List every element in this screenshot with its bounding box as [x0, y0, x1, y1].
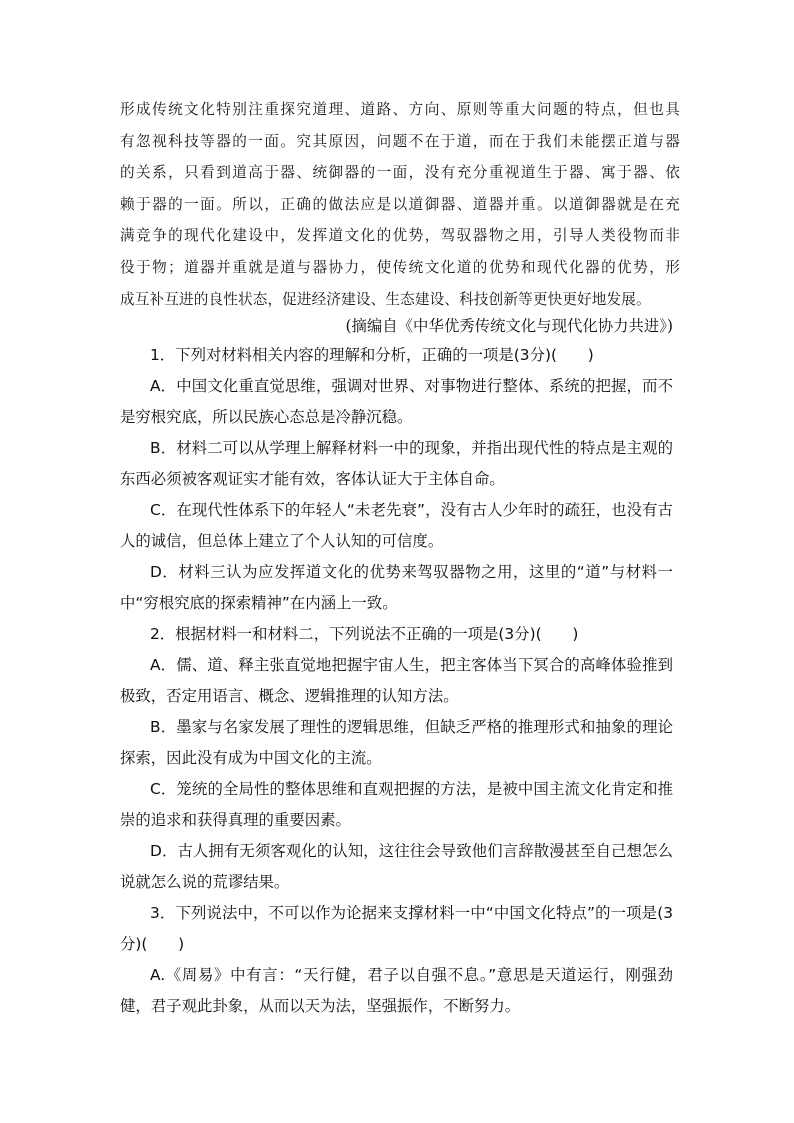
question-1-option-b: B．材料二可以从学理上解释材料一中的现象，并指出现代性的特点是主观的东西必须被客观证实才能有效，客体认证大于主体自命。	[120, 439, 673, 488]
question-2-option-d: D．古人拥有无须客观化的认知，这往往会导致他们言辞散漫甚至自己想怎么说就怎么说的荒谬结果。	[120, 842, 673, 891]
question-3-option-a: A.《周易》中有言：“天行健，君子以自强不息。”意思是天道运行，刚强劲健，君子观此卦象，从而以天为法，坚强振作，不断努力。	[120, 966, 673, 1015]
material-line: 役于物；道器并重就是道与器协力，使传统文化道的优势和现代化器的优势，形	[120, 258, 680, 276]
question-list	[120, 340, 673, 1022]
material-line: 的关系，只看到道高于器、统御器的一面，没有充分重视道生于器、寓于器、依	[120, 164, 680, 182]
material-line: 赖于器的一面。所以，正确的做法应是以道御器、道器并重。以道御器就是在充	[120, 195, 680, 213]
source-citation: (摘编自《中华优秀传统文化与现代化协力共进》)	[345, 317, 673, 335]
question-2-option-b: B．墨家与名家发展了理性的逻辑思维，但缺乏严格的推理形式和抽象的理论探索，因此没有成为中国文化的主流。	[120, 718, 673, 767]
material-line: 满竞争的现代化建设中，发挥道文化的优势，驾驭器物之用，引导人类役物而非	[120, 227, 680, 245]
material-passage	[120, 94, 680, 315]
question-2-option-a: A．儒、道、释主张直觉地把握宇宙人生，把主客体当下冥合的高峰体验推到极致，否定用语言、概念、逻辑推理的认知方法。	[120, 656, 673, 705]
material-line: 有忽视科技等器的一面。究其原因，问题不在于道，而在于我们未能摆正道与器	[120, 132, 680, 150]
question-2-stem: 2．根据材料一和材料二，下列说法不正确的一项是(3分)( )	[150, 625, 579, 643]
question-2-option-c: C．笼统的全局性的整体思维和直观把握的方法，是被中国主流文化肯定和推崇的追求和获得真理的重要因素。	[120, 780, 673, 829]
material-line: 形成传统文化特别注重探究道理、道路、方向、原则等重大问题的特点，但也具	[120, 101, 680, 118]
question-1-option-d: D．材料三认为应发挥道文化的优势来驾驭器物之用，这里的“道”与材料一中“穷根究底的探索精神”在内涵上一致。	[120, 563, 673, 612]
question-3-stem: 3．下列说法中，不可以作为论据来支撑材料一中“中国文化特点”的一项是(3分)( )	[120, 904, 673, 953]
question-1-option-c: C．在现代性体系下的年轻人“未老先衰”，没有古人少年时的疏狂，也没有古人的诚信，但总体上建立了个人认知的可信度。	[120, 501, 673, 550]
material-line: 成互补互进的良性状态，促进经济建设、生态建设、科技创新等更快更好地发展。	[120, 290, 651, 308]
question-1-stem: 1．下列对材料相关内容的理解和分析，正确的一项是(3分)( )	[150, 346, 594, 364]
question-1-option-a: A．中国文化重直觉思维，强调对世界、对事物进行整体、系统的把握，而不是穷根究底，所以民族心态总是冷静沉稳。	[120, 377, 673, 426]
